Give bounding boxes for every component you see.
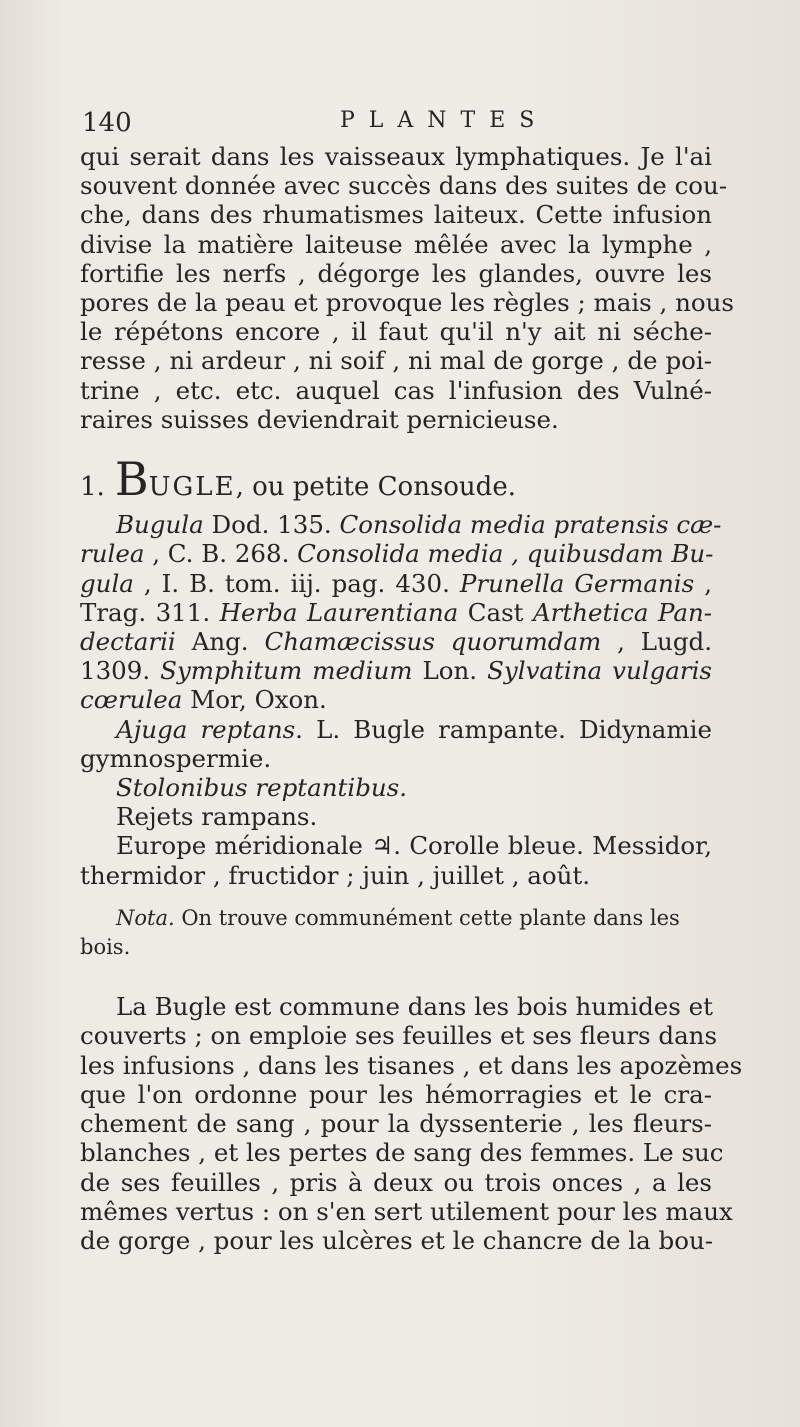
linnaeus-line: gymnospermie. [80, 743, 272, 773]
text-line: La Bugle est commune dans les bois humides et [116, 992, 714, 1022]
text-line: fortifie les nerfs , dégorge les glandes, ouvre les [80, 258, 712, 288]
synonym-text: Lon. [412, 656, 488, 686]
text-line: de ses feuilles , pris à deux ou trois onces , a les [80, 1167, 712, 1197]
page-number: 140 [82, 108, 132, 138]
text-line: mêmes vertus : on s'en sert utilement pour les maux [80, 1196, 733, 1226]
synonym-line [80, 656, 712, 685]
synonym-text: Sylvatina vulgaris [487, 656, 712, 686]
entry-number: 1. [80, 472, 105, 503]
entry-heading [80, 452, 712, 507]
final-paragraph [80, 992, 743, 1255]
latin-name: Ajuga reptans [116, 714, 296, 744]
synonym-line [80, 627, 712, 656]
synonym-text: cœrulea [80, 685, 183, 715]
text-line: resse , ni ardeur , ni soif , ni mal de gorge , de poi- [80, 346, 712, 376]
synonym-text: Cast [458, 597, 533, 627]
entry-subtitle: , ou petite Consoude. [235, 472, 516, 503]
text-line: couverts ; on emploie ses feuilles et ses fleurs dans [80, 1021, 718, 1051]
habitat-line: Europe méridionale ♃. Corolle bleue. Messidor, [116, 831, 712, 861]
entry-initial: B [114, 452, 149, 507]
synonym-text: Consolida media , quibusdam Bu- [297, 539, 714, 569]
synonym-text: , C. B. 268. [144, 539, 298, 569]
synonym-text: Chamæcissus quorumdam [264, 627, 602, 657]
synonym-line [80, 685, 712, 714]
text-line: de gorge , pour les ulcères et le chancre de la bou- [80, 1225, 714, 1255]
synonym-text: Herba Laurentiana [219, 597, 459, 627]
synonym-text: Symphitum medium [160, 656, 413, 686]
note-paragraph [80, 904, 712, 962]
habitat-line: thermidor , fructidor ; juin , juillet , août. [80, 860, 591, 890]
text-line: que l'on ordonne pour les hémorragies et le cra- [80, 1079, 712, 1109]
synonym-text: 1309. [80, 656, 161, 686]
linnaeus-line [80, 715, 712, 744]
text-line: trine , etc. etc. auquel cas l'infusion des Vulné- [80, 375, 712, 405]
synonym-line [80, 539, 712, 568]
synonym-text: Trag. 311. [80, 597, 220, 627]
synonym-text: rulea [80, 539, 145, 569]
synonym-text: dectarii [80, 627, 176, 657]
text-line: les infusions , dans les tisanes , et dans les apozèmes [80, 1050, 743, 1080]
synonym-text: Ang. [175, 627, 265, 657]
synonym-text: Arthetica Pan- [532, 597, 712, 627]
synonym-text: , Lugd. [601, 627, 712, 657]
synonym-line [80, 569, 712, 598]
text-line: divise la matière laiteuse mêlée avec la lymphe , [80, 229, 712, 259]
running-title: PLANTES [340, 108, 549, 133]
text-line: pores de la peau et provoque les règles ; mais , nous [80, 288, 734, 318]
synonym-text: Mor, Oxon. [182, 685, 327, 715]
synonym-text: Dod. 135. [203, 510, 340, 540]
text-line: blanches , et les pertes de sang des femmes. Le suc [80, 1138, 724, 1168]
linnaeus-paragraph [80, 715, 712, 773]
synonym-text: Bugula [116, 510, 204, 540]
synonym-text: gula [80, 568, 134, 598]
synonym-line [80, 510, 722, 540]
text-line: le répétons encore , il faut qu'il n'y ait ni séche- [80, 317, 712, 347]
note-text: On trouve communément cette plante dans les [174, 905, 680, 930]
note-line: bois. [80, 935, 131, 960]
diagnosis-latin: Stolonibus reptantibus. [116, 773, 408, 803]
text-line: raires suisses deviendrait pernicieuse. [80, 404, 559, 434]
note-label: Nota. [116, 905, 175, 930]
page-body [80, 142, 743, 1255]
text-line: che, dans des rhumatismes laiteux. Cette infusion [80, 200, 712, 230]
synonym-text: Consolida media pratensis cæ- [339, 510, 722, 540]
synonym-text: Prunella Germanis [459, 568, 695, 598]
synonyms-paragraph [80, 510, 722, 715]
synonym-text: , I. B. tom. iij. pag. 430. [133, 568, 460, 598]
text-line: qui serait dans les vaisseaux lymphatiques. Je l'ai [80, 142, 712, 171]
intro-paragraph [80, 142, 734, 434]
synonym-text: , [694, 568, 712, 598]
diagnosis-french: Rejets rampans. [116, 802, 318, 832]
note-line [80, 904, 712, 933]
habitat-paragraph [80, 831, 712, 889]
text-line: chement de sang , pour la dyssenterie , les fleurs- [80, 1109, 712, 1139]
classification-text: . L. Bugle rampante. Didynamie [295, 714, 712, 744]
entry-name: UGLE [148, 472, 236, 503]
synonym-line [80, 598, 712, 627]
text-line: souvent donnée avec succès dans des suites de cou- [80, 171, 728, 201]
